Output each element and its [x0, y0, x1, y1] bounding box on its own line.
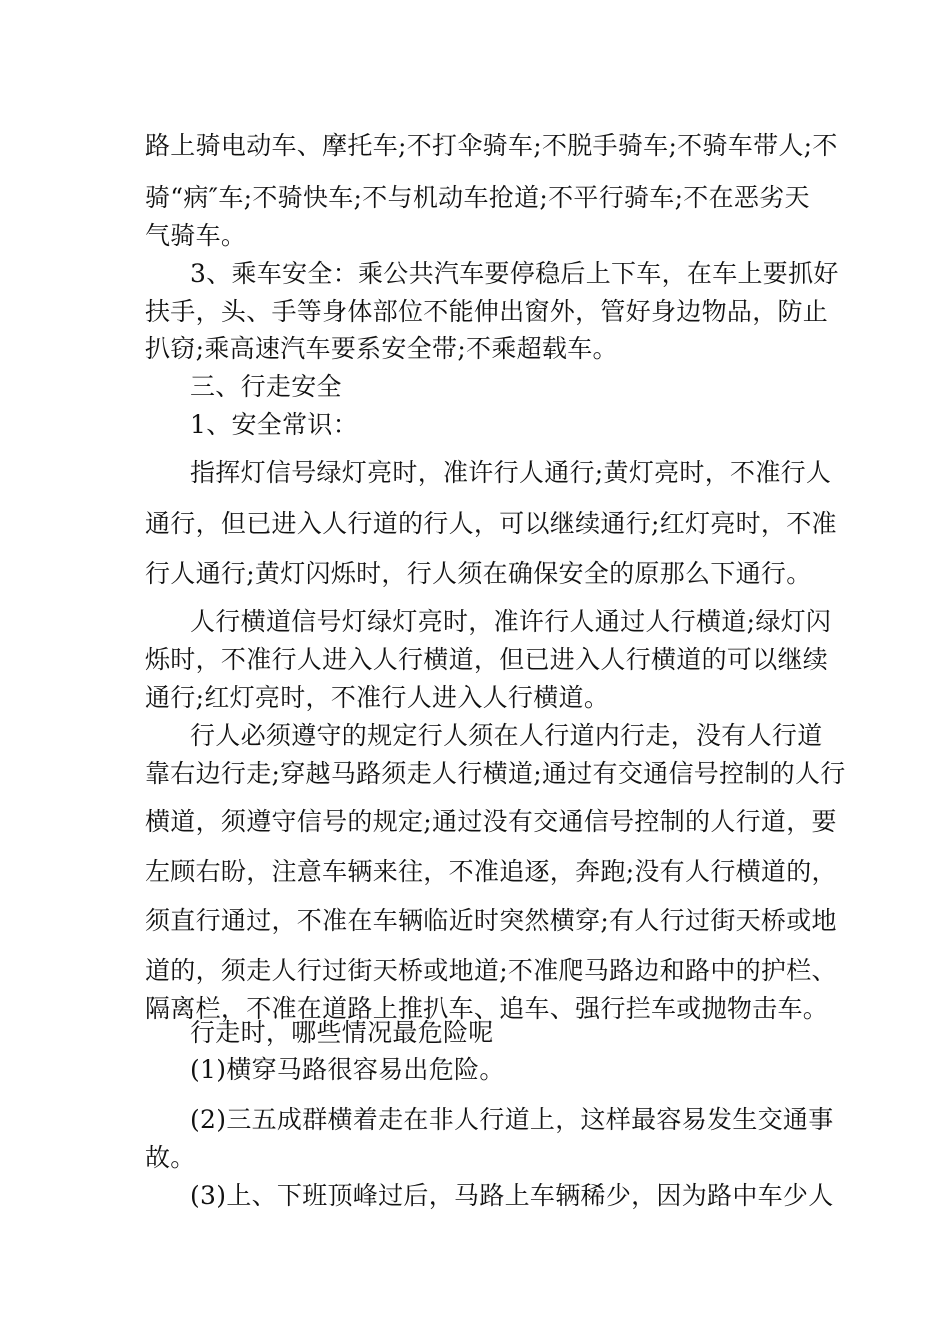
- text-line: 通行;红灯亮时，不准行人进入人行横道。: [145, 683, 610, 712]
- paragraph-start: 人行横道信号灯绿灯亮时，准许行人通过人行横道;绿灯闪: [190, 607, 832, 636]
- text-line: 靠右边行走;穿越马路须走人行横道;通过有交通信号控制的人行: [145, 759, 846, 788]
- text-line: 路上骑电动车、摩托车;不打伞骑车;不脱手骑车;不骑车带人;不: [145, 131, 838, 160]
- text-line: 气骑车。: [145, 221, 247, 250]
- paragraph-start: 指挥灯信号绿灯亮时，准许行人通行;黄灯亮时，不准行人: [190, 458, 832, 487]
- list-item: (2)三五成群横着走在非人行道上，这样最容易发生交通事: [190, 1105, 834, 1134]
- section-heading: 三、行走安全: [190, 372, 342, 401]
- text-line: 左顾右盼，注意车辆来往，不准追逐，奔跑;没有人行横道的，: [145, 857, 837, 886]
- paragraph-start: 行人必须遵守的规定行人须在人行道内行走，没有人行道: [190, 721, 823, 750]
- list-item: (1)横穿马路很容易出危险。: [190, 1055, 505, 1084]
- text-line: 骑“病″车;不骑快车;不与机动车抢道;不平行骑车;不在恶劣天: [145, 183, 810, 212]
- text-line: 道的，须走人行过街天桥或地道;不准爬马路边和路中的护栏、: [145, 956, 837, 985]
- text-line: 烁时，不准行人进入人行横道，但已进入人行横道的可以继续: [145, 645, 829, 674]
- text-line: 扶手，头、手等身体部位不能伸出窗外，管好身边物品，防止: [145, 297, 829, 326]
- text-line: 故。: [145, 1143, 196, 1172]
- text-line: 通行，但已进入人行道的行人，可以继续通行;红灯亮时，不准: [145, 509, 837, 538]
- text-line: 横道，须遵守信号的规定;通过没有交通信号控制的人行道，要: [145, 807, 837, 836]
- text-line: 行人通行;黄灯闪烁时，行人须在确保安全的原那么下通行。: [145, 559, 812, 588]
- list-item: (3)上、下班顶峰过后，马路上车辆稀少，因为路中车少人: [190, 1181, 834, 1210]
- text-line: 扒窃;乘高速汽车要系安全带;不乘超载车。: [145, 334, 618, 363]
- text-line: 须直行通过，不准在车辆临近时突然横穿;有人行过街天桥或地: [145, 906, 837, 935]
- paragraph-start: 3、乘车安全：乘公共汽车要停稳后上下车，在车上要抓好: [190, 259, 839, 288]
- paragraph-start: 行走时，哪些情况最危险呢: [190, 1018, 494, 1047]
- text-line: 隔离栏，不准在道路上推扒车、追车、强行拦车或抛物击车。: [145, 994, 829, 1023]
- subsection-heading: 1、安全常识：: [190, 410, 359, 439]
